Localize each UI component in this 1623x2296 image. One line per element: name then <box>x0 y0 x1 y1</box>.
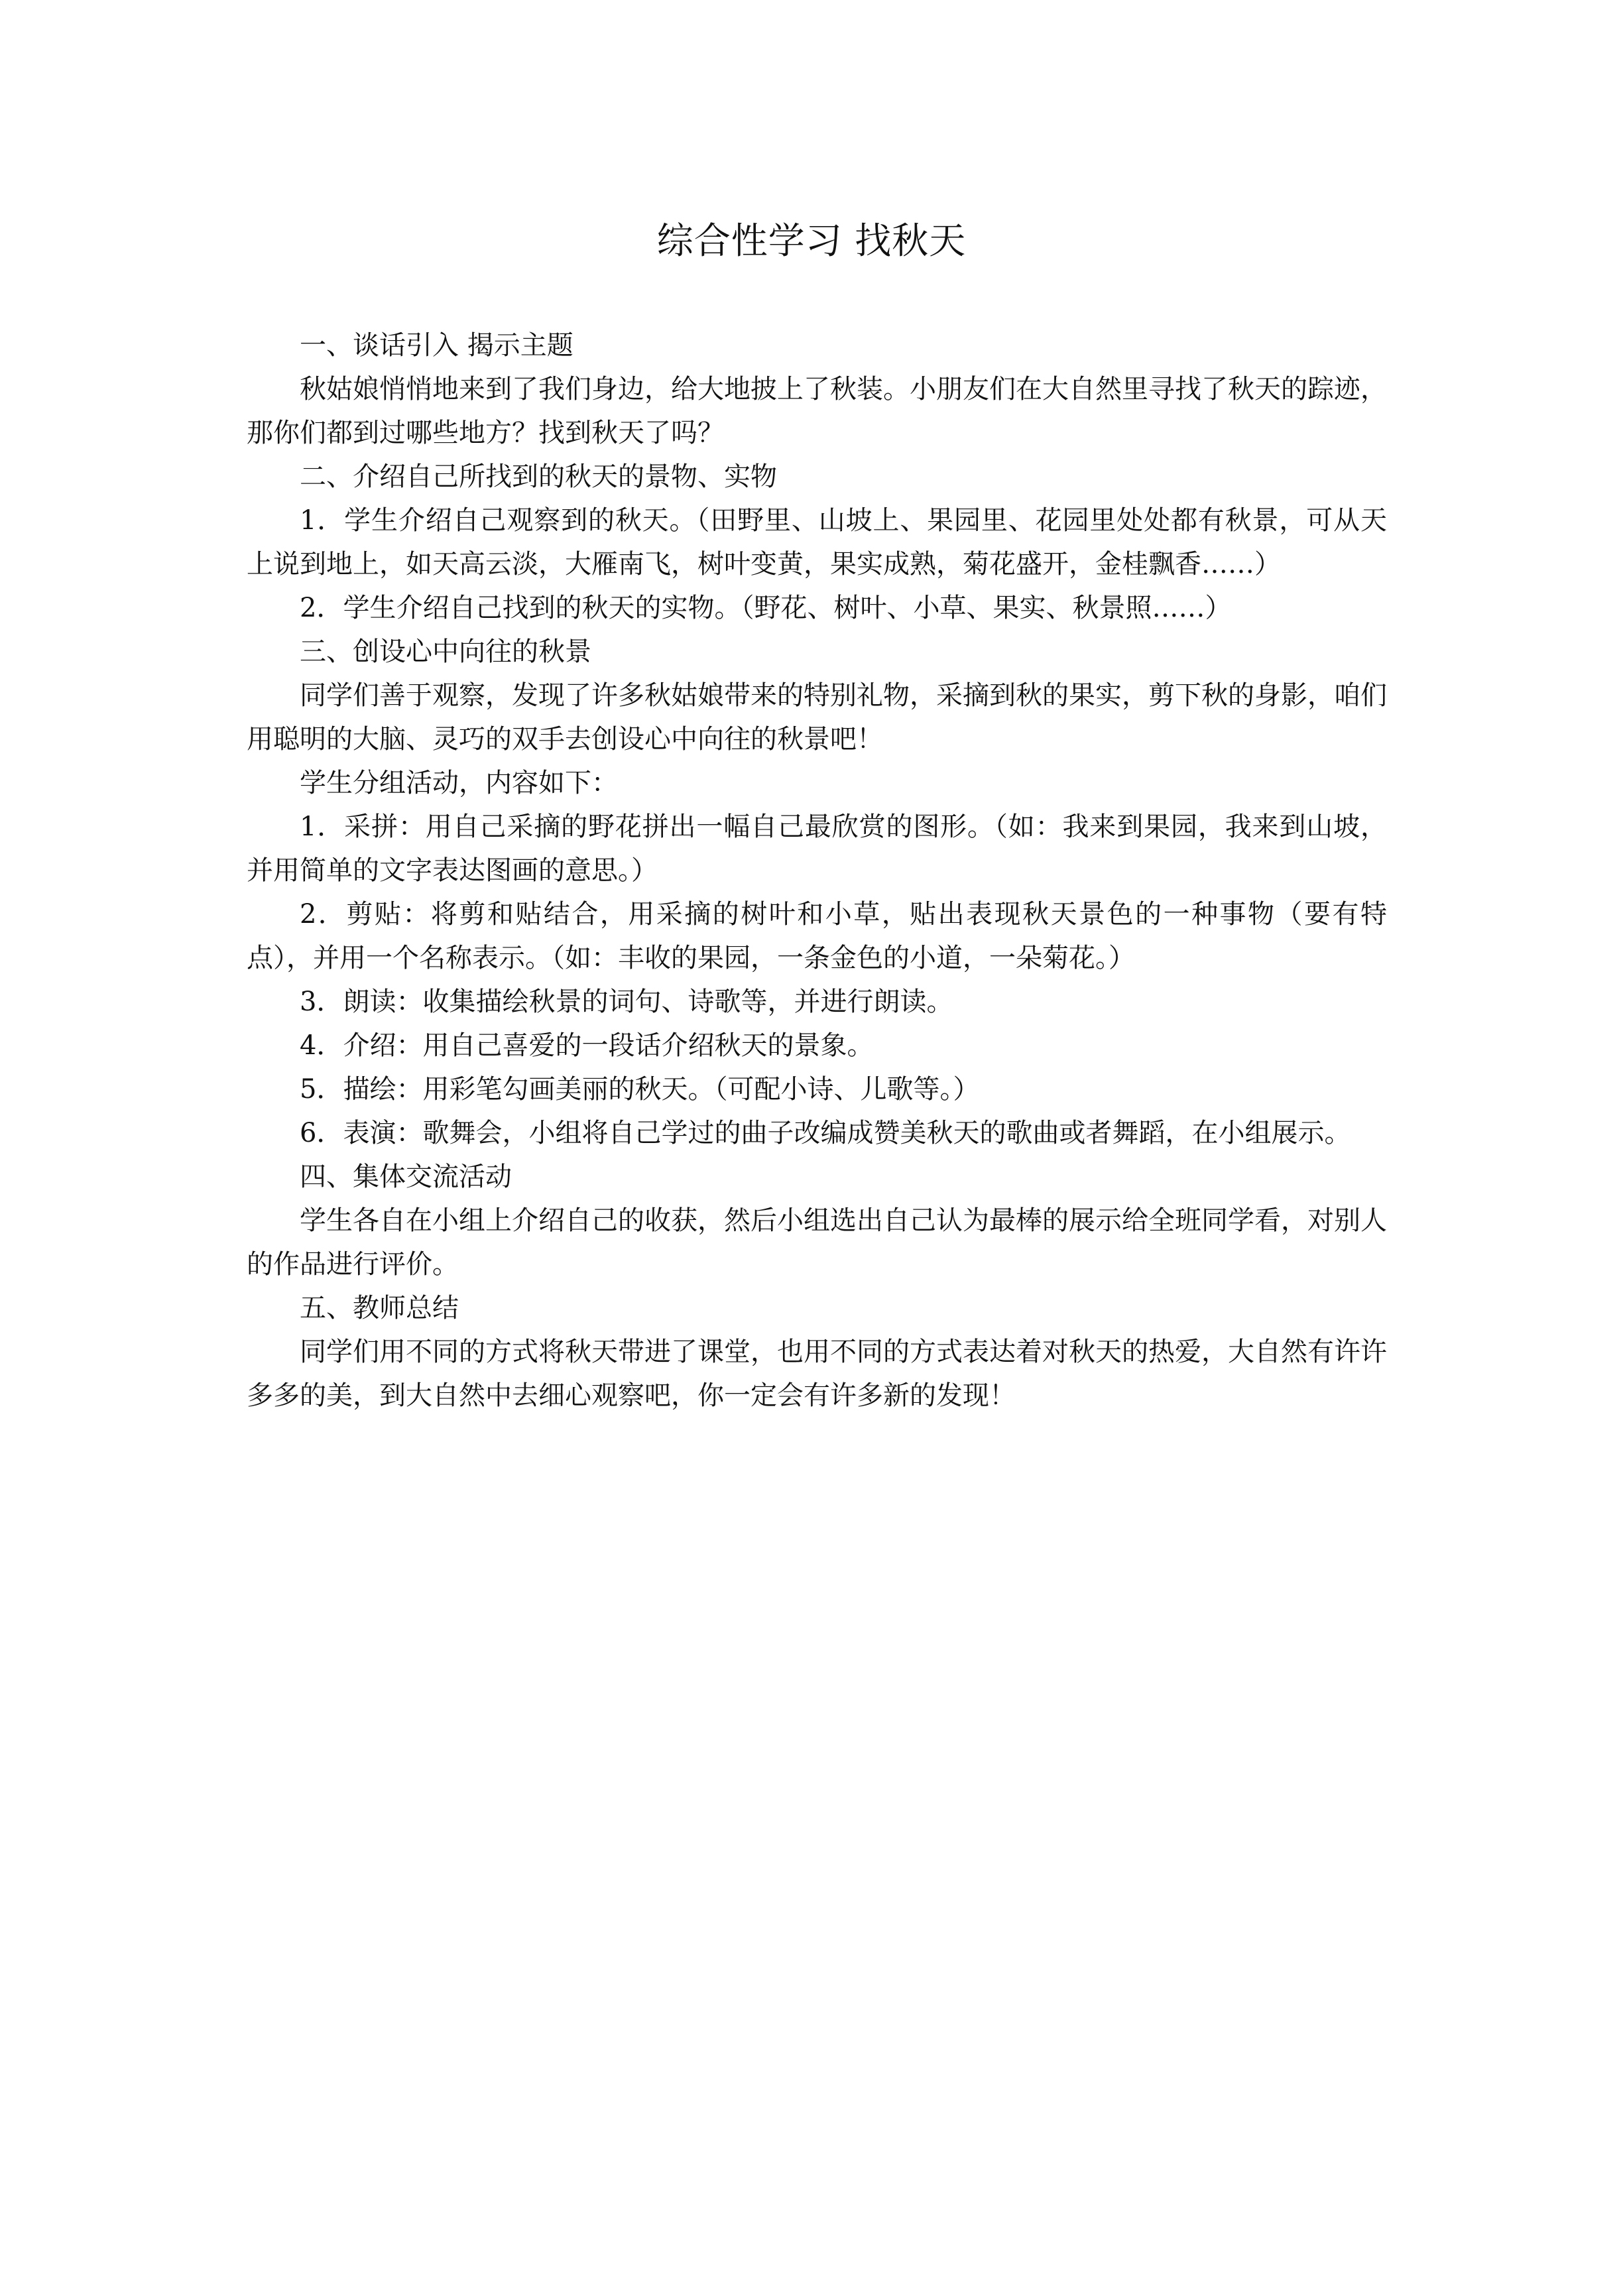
section-heading: 二、介绍自己所找到的秋天的景物、实物 <box>300 461 777 492</box>
document-body <box>247 324 1387 1418</box>
section-heading: 三、创设心中向往的秋景 <box>300 636 591 667</box>
section-heading: 一、谈话引入 揭示主题 <box>300 330 573 361</box>
paragraph: 学生分组活动，内容如下： <box>300 768 618 798</box>
list-item: 6．表演：歌舞会，小组将自己学过的曲子改编成赞美秋天的歌曲或者舞蹈，在小组展示。 <box>300 1118 1351 1148</box>
list-item: 2．学生介绍自己找到的秋天的实物。（野花、树叶、小草、果实、秋景照……） <box>300 593 1232 623</box>
section-heading: 五、教师总结 <box>300 1293 459 1323</box>
list-item: 3．朗读：收集描绘秋景的词句、诗歌等，并进行朗读。 <box>300 987 953 1017</box>
section-heading: 四、集体交流活动 <box>300 1162 512 1192</box>
paragraph: 秋姑娘悄悄地来到了我们身边，给大地披上了秋装。小朋友们在大自然里寻找了秋天的踪迹，那你们都到过哪些地方？找到秋天了吗？ <box>247 374 1387 448</box>
list-item: 1．采拼：用自己采摘的野花拼出一幅自己最欣赏的图形。（如：我来到果园，我来到山坡，并用简单的文字表达图画的意思。） <box>247 812 1387 886</box>
list-item: 1．学生介绍自己观察到的秋天。（田野里、山坡上、果园里、花园里处处都有秋景，可从天上说到地上，如天高云淡，大雁南飞，树叶变黄，果实成熟，菊花盛开，金桂飘香……） <box>247 505 1387 579</box>
paragraph: 学生各自在小组上介绍自己的收获，然后小组选出自己认为最棒的展示给全班同学看，对别人的作品进行评价。 <box>247 1205 1387 1280</box>
document-title: 综合性学习 找秋天 <box>656 219 967 262</box>
list-item: 2．剪贴：将剪和贴结合，用采摘的树叶和小草，贴出表现秋天景色的一种事物（要有特点），并用一个名称表示。（如：丰收的果园，一条金色的小道，一朵菊花。） <box>247 899 1387 973</box>
list-item: 5．描绘：用彩笔勾画美丽的秋天。（可配小诗、儿歌等。） <box>300 1074 980 1105</box>
paragraph: 同学们善于观察，发现了许多秋姑娘带来的特别礼物，采摘到秋的果实，剪下秋的身影，咱们用聪明的大脑、灵巧的双手去创设心中向往的秋景吧！ <box>247 680 1387 755</box>
list-item: 4．介绍：用自己喜爱的一段话介绍秋天的景象。 <box>300 1030 874 1061</box>
paragraph: 同学们用不同的方式将秋天带进了课堂，也用不同的方式表达着对秋天的热爱，大自然有许许多多的美，到大自然中去细心观察吧，你一定会有许多新的发现！ <box>247 1337 1387 1411</box>
